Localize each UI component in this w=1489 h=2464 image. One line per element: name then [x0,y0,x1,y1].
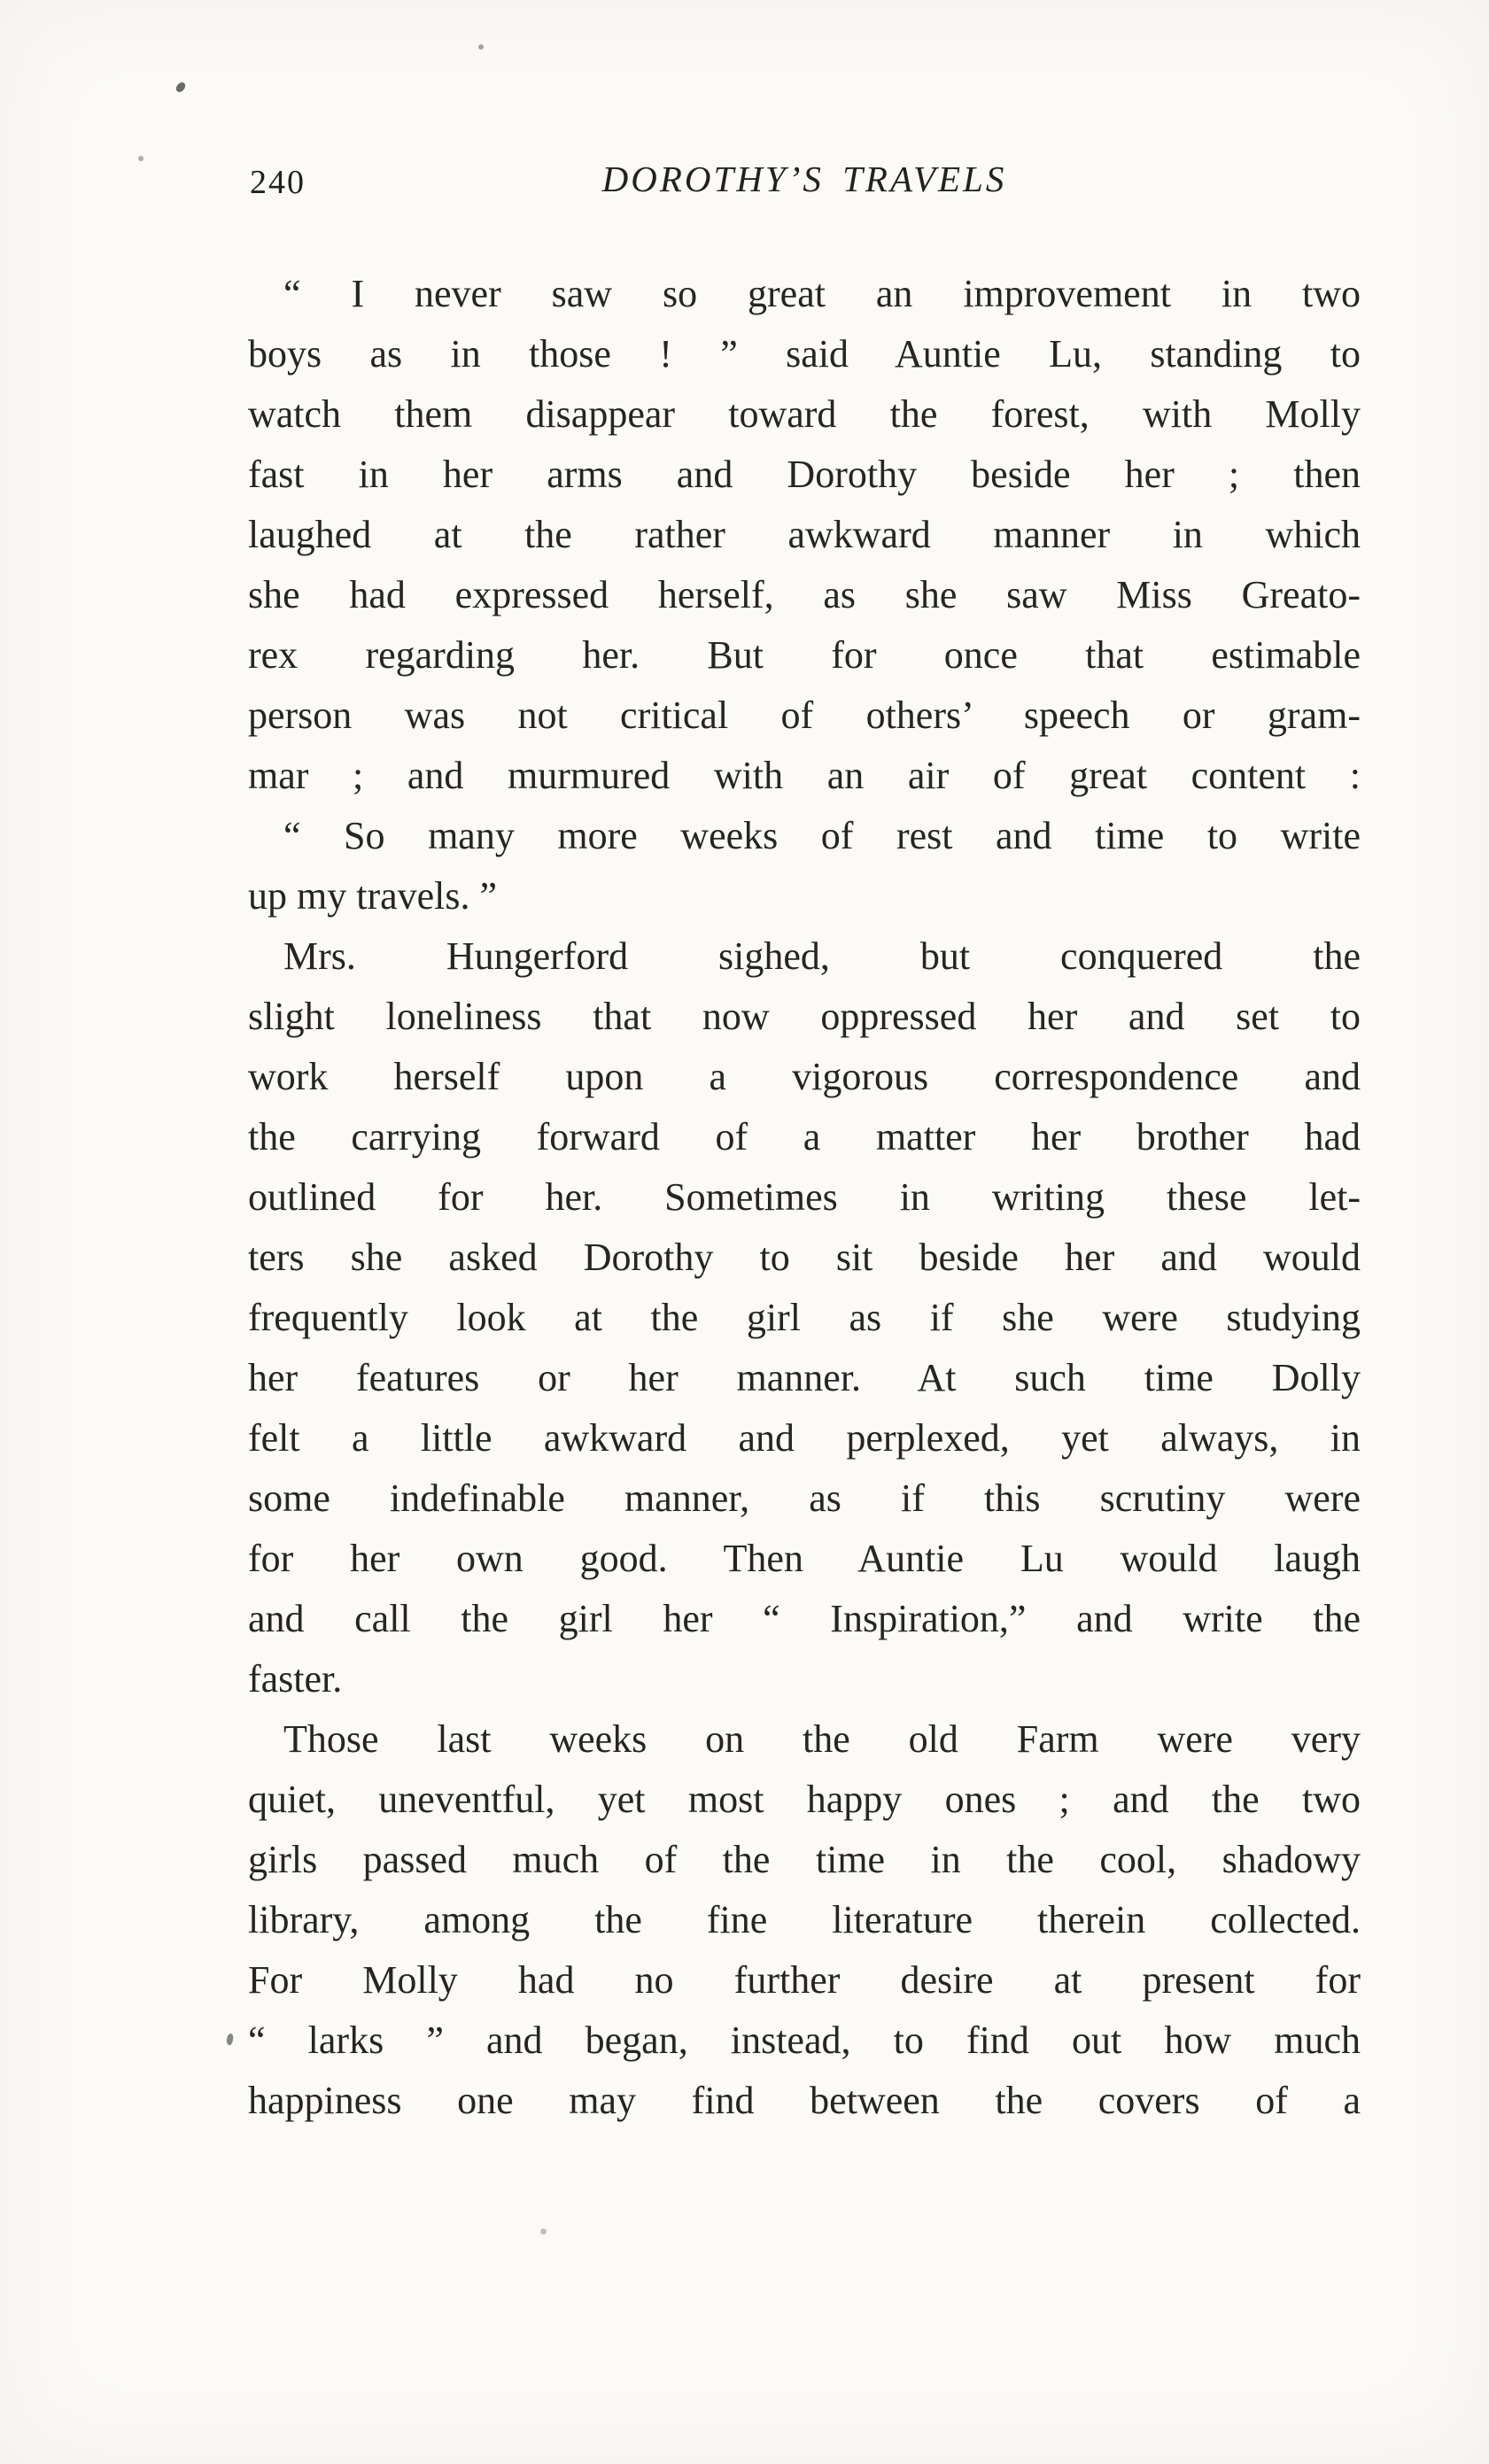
text-line: some indefinable manner, as if this scrutiny were [248,1476,1361,1520]
text-line: ters she asked Dorothy to sit beside her and would [248,1236,1361,1279]
text-line: boys as in those ! ” said Auntie Lu, standing to [248,332,1361,376]
paragraph-1 [248,264,1361,806]
text-line: she had expressed herself, as she saw Miss Greato- [248,573,1361,616]
scan-speck [174,81,188,93]
text-line: work herself upon a vigorous correspondence and [248,1055,1361,1098]
text-line: person was not critical of others’ speech or gram- [248,693,1361,737]
text-line: “ larks ” and began, instead, to find out how much [248,2018,1361,2062]
scan-speck [226,2033,235,2045]
text-line: for her own good. Then Auntie Lu would laugh [248,1537,1361,1580]
page-number: 240 [250,164,306,201]
text-line: the carrying forward of a matter her brother had [248,1115,1361,1158]
text-line: For Molly had no further desire at present for [248,1958,1361,2002]
text-line: happiness one may find between the covers of a [248,2079,1361,2122]
running-header [248,156,1361,207]
text-line: “ I never saw so great an improvement in two [283,272,1361,315]
text-line: slight loneliness that now oppressed her and set to [248,995,1361,1038]
text-line: girls passed much of the time in the cool, shadowy [248,1838,1361,1881]
text-line: rex regarding her. But for once that estimable [248,633,1361,677]
text-line: library, among the fine literature therein collected. [248,1898,1361,1941]
scan-speck [138,156,143,161]
text-line: her features or her manner. At such time Dolly [248,1356,1361,1399]
scan-speck [540,2228,547,2235]
text-line: outlined for her. Sometimes in writing these let- [248,1175,1361,1219]
paragraph-3 [248,926,1361,1709]
text-line: frequently look at the girl as if she were studying [248,1296,1361,1339]
text-line: Those last weeks on the old Farm were very [283,1717,1361,1761]
text-line: Mrs. Hungerford sighed, but conquered the [283,934,1361,978]
paragraph-4 [248,1709,1361,2131]
text-line: laughed at the rather awkward manner in which [248,513,1361,556]
body-text [248,264,1361,2131]
text-line: watch them disappear toward the forest, with Molly [248,392,1361,436]
text-line: fast in her arms and Dorothy beside her ; then [248,453,1361,496]
text-line: up my travels. ” [248,874,498,918]
text-line: “ So many more weeks of rest and time to write [283,814,1361,857]
running-title: DOROTHY’S TRAVELS [601,159,1007,199]
text-line: faster. [248,1657,343,1701]
text-line: and call the girl her “ Inspiration,” and write the [248,1597,1361,1640]
paragraph-2 [248,806,1361,926]
text-line: felt a little awkward and perplexed, yet always, in [248,1416,1361,1460]
scan-speck [478,44,484,50]
text-line: mar ; and murmured with an air of great content : [248,754,1361,797]
text-line: quiet, uneventful, yet most happy ones ; and the two [248,1778,1361,1821]
